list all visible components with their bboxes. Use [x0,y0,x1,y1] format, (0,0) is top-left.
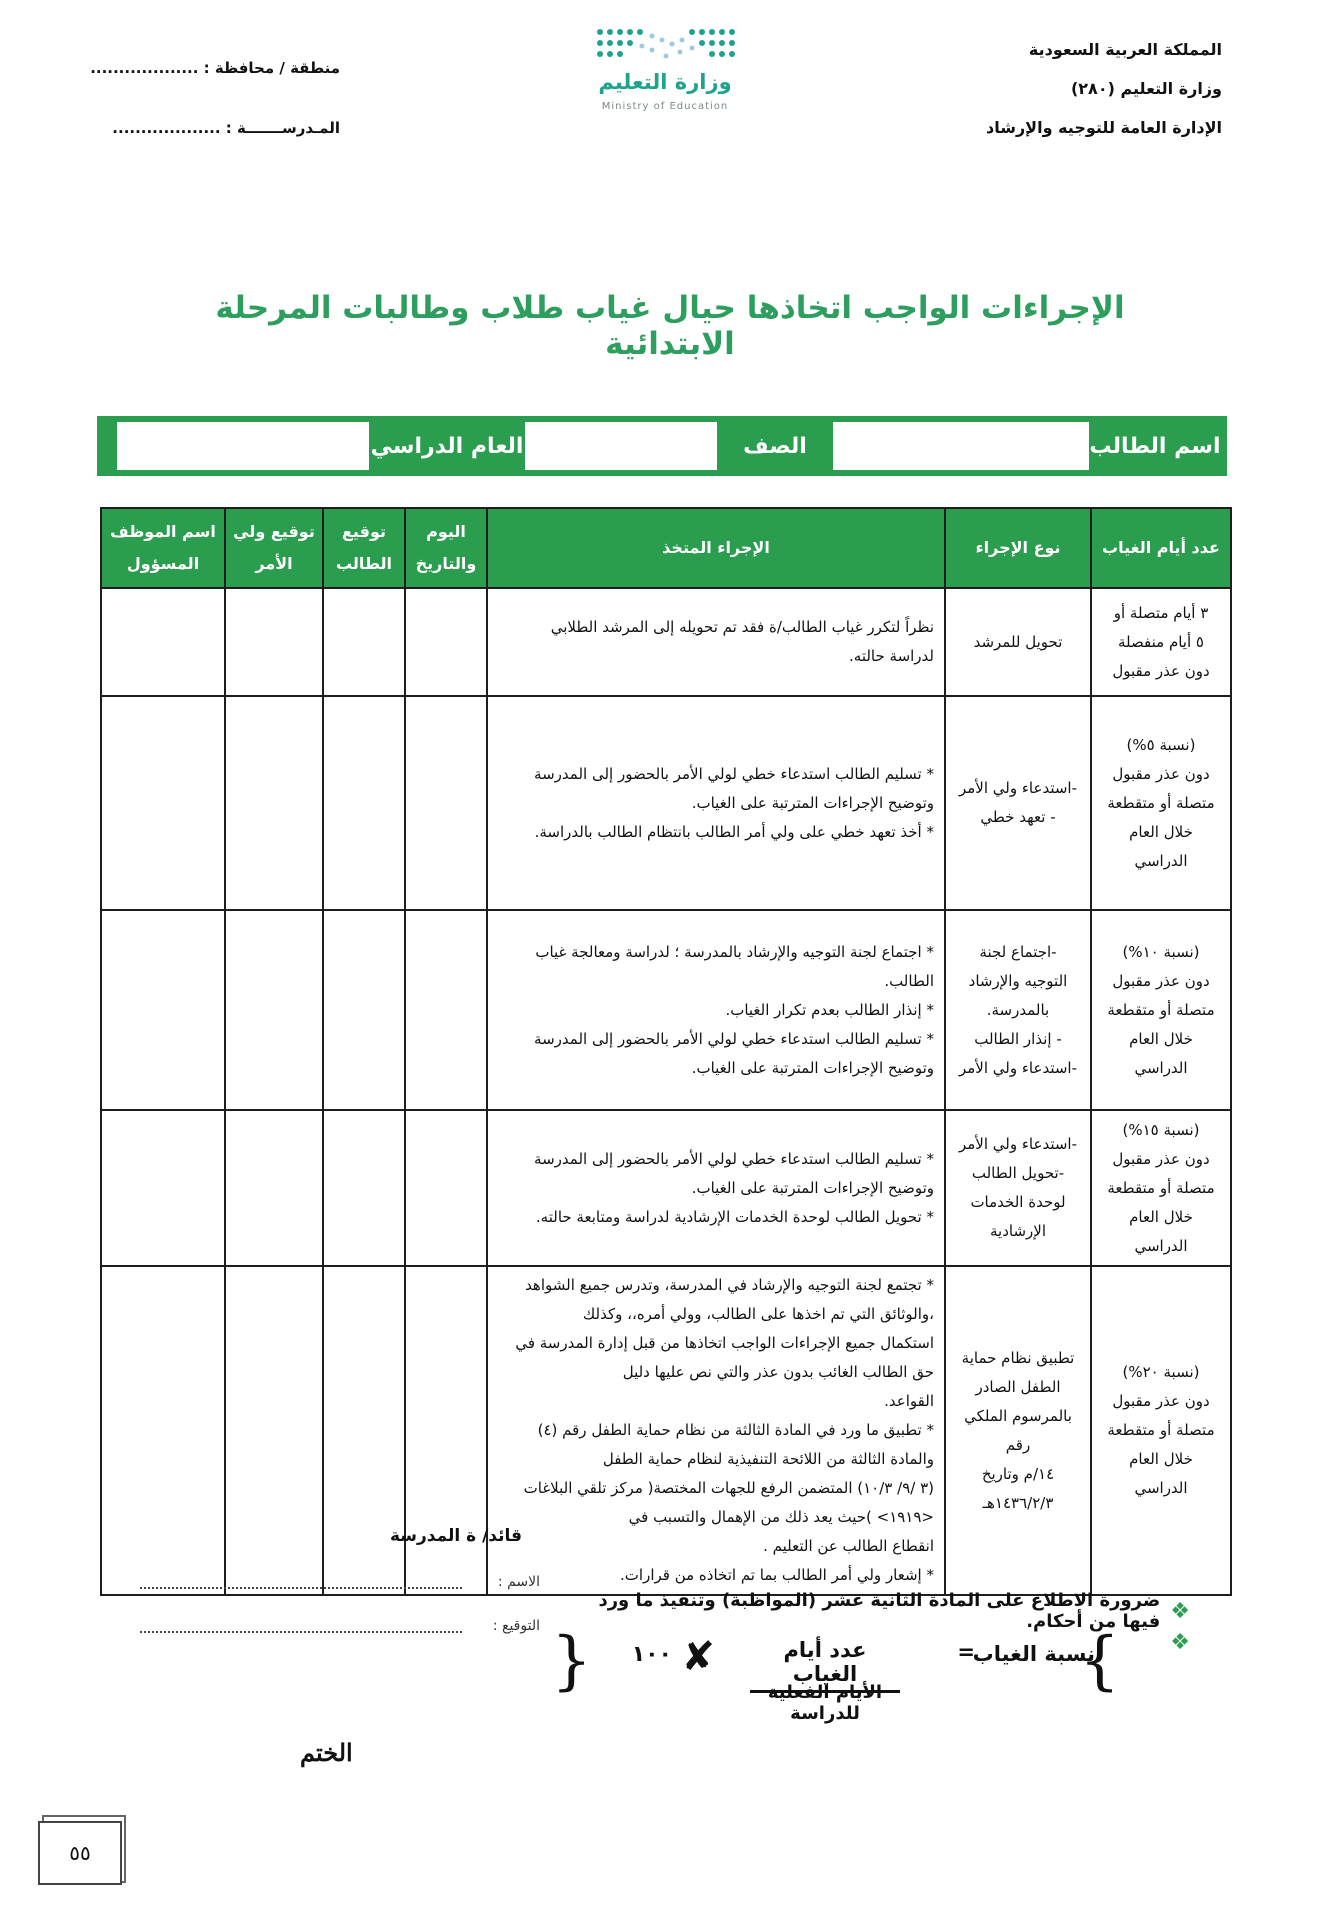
sign-field[interactable] [140,1619,462,1633]
header-student-signature: توقيع الطالب [323,508,405,588]
absence-days-cell-line: متصلة أو متقطعة [1107,1421,1215,1439]
official-name-cell[interactable] [101,910,225,1110]
absence-days-cell [1091,910,1231,1110]
absence-days-cell-line: ٣ أيام متصلة أو [1113,603,1209,622]
ministry-name: وزارة التعليم (٢٨٠) [1070,79,1222,98]
header-guardian-signature: توقيع ولي الأمر [225,508,323,588]
action-type-cell [945,1266,1091,1595]
absence-days-cell-line: الدراسي [1134,1058,1188,1077]
page-number: ٥٥ [38,1821,122,1885]
absence-days-cell-line: دون عذر مقبول [1112,764,1210,783]
absence-days-cell-line: دون عذر مقبول [1112,971,1210,990]
action-taken-cell-line: انقطاع الطالب عن التعليم . [763,1537,934,1555]
guardian-signature-cell[interactable] [225,910,323,1110]
action-taken-cell-line: وتوضيح الإجراءات المترتبة على الغياب. [691,1178,934,1197]
country-name: المملكة العربية السعودية [1028,40,1222,59]
ministry-logo [590,26,740,116]
action-type-cell-line: -استدعاء ولي الأمر [958,1135,1077,1153]
diamond-bullet-icon: ❖ [1170,1598,1190,1624]
action-taken-cell-line: نظراً لتكرر غياب الطالب/ة فقد تم تحويله إلى المرشد الطلابي [550,618,934,636]
action-type-cell [945,910,1091,1110]
action-type-cell-line: تحويل للمرشد [973,632,1063,651]
stamp-label: الختم [300,1738,353,1767]
absence-days-cell-line: (نسبة ١٥%) [1122,1120,1200,1139]
table-row [101,910,1231,1110]
action-taken-cell-line: وتوضيح الإجراءات المترتبة على الغياب. [691,1058,934,1077]
action-type-cell-line: التوجيه والإرشاد [968,971,1068,990]
action-taken-cell-line: * اجتماع لجنة التوجيه والإرشاد بالمدرسة ؛ لدراسة ومعالجة غياب [535,942,934,961]
formula-equals: = [957,1640,975,1664]
date-cell[interactable] [405,910,487,1110]
absence-days-cell-line: متصلة أو متقطعة [1107,793,1215,812]
action-type-cell-line: -استدعاء ولي الأمر [958,1058,1077,1077]
table-header-row [101,508,1231,588]
action-taken-cell [487,696,945,910]
action-type-cell-line: ١٤/م وتاريخ [981,1464,1055,1483]
action-taken-cell-line: الطالب. [884,971,934,990]
page-number-box [38,1815,128,1887]
diamond-bullet-icon: ❖ [1170,1630,1190,1655]
action-type-cell [945,696,1091,910]
date-cell[interactable] [405,588,487,696]
action-taken-cell-line: وتوضيح الإجراءات المترتبة على الغياب. [691,793,934,812]
action-type-cell-line: - إنذار الطالب [974,1029,1062,1048]
name-row [140,1574,540,1590]
action-type-cell-line: الطفل الصادر [975,1377,1061,1396]
action-type-cell [945,588,1091,696]
student-name-field[interactable] [833,422,1089,470]
table-row [101,1110,1231,1266]
formula-label: نسبة الغياب [972,1642,1095,1666]
formula-brace-close: } [1079,1624,1120,1698]
absence-days-cell-line: ٥ أيام منفصلة [1118,632,1204,651]
school-info [60,38,340,158]
action-type-cell-line: بالمرسوم الملكي رقم [964,1406,1072,1454]
school-leader-label: قائد/ ة المدرسة [389,1526,522,1546]
student-signature-cell[interactable] [323,696,405,910]
action-taken-cell-line: * إشعار ولي أمر الطالب بما تم اتخاذه من قرارات. [620,1566,934,1584]
action-type-cell-line: - تعهد خطي [980,808,1056,826]
absence-days-cell-line: (نسبة ٥%) [1126,735,1196,754]
name-label: الاسم : [497,1574,540,1590]
absence-days-cell-line: متصلة أو متقطعة [1107,1000,1215,1019]
action-type-cell-line: الإرشادية [989,1222,1046,1240]
formula-hundred: ١٠٠ [631,1642,672,1667]
absence-days-cell-line: دون عذر مقبول [1112,661,1210,680]
header-action: الإجراء المتخذ [487,508,945,588]
note-text: ضرورة الاطلاع على المادة الثانية عشر (المواظبة) وتنفيذ ما ورد فيها من أحكام. [598,1590,1161,1632]
action-taken-cell-line: استكمال جميع الإجراءات الواجب اتخاذها من قبل إدارة المدرسة في حق الطالب الغائب بدون عذر والتي نص عليها دليل [515,1334,934,1381]
action-taken-cell-line: * تجتمع لجنة التوجيه والإرشاد في المدرسة، وتدرس جميع الشواهد ،والوثائق التي تم اخذها على الطالب، وولي أمره،، وكذلك [525,1276,934,1323]
action-type-cell-line: تطبيق نظام حماية [961,1348,1075,1367]
absence-days-cell-line: خلال العام [1129,822,1193,841]
action-taken-cell-line: * تسليم الطالب استدعاء خطي لولي الأمر بالحضور إلى المدرسة [534,1149,934,1168]
action-type-cell-line: -اجتماع لجنة [979,942,1057,961]
absence-days-cell-line: الدراسي [1134,1236,1188,1255]
official-name-cell[interactable] [101,1110,225,1266]
sign-row [140,1618,540,1634]
header-days: عدد أيام الغياب [1091,508,1231,588]
action-type-cell-line: -تحويل الطالب [971,1164,1065,1182]
absence-days-cell [1091,1266,1231,1595]
ministry-header [862,30,1222,147]
absence-formula [551,1624,1190,1724]
action-type-cell-line: بالمدرسة. [986,1000,1050,1019]
action-taken-cell-line: * إنذار الطالب بعدم تكرار الغياب. [725,1000,934,1019]
official-name-cell[interactable] [101,696,225,910]
action-taken-cell-line: القواعد. [884,1392,934,1410]
action-taken-cell-line: * تحويل الطالب لوحدة الخدمات الإرشادية لدراسة ومتابعة حالته. [535,1207,934,1226]
date-cell[interactable] [405,696,487,910]
absence-days-cell-line: (نسبة ١٠%) [1122,942,1200,961]
absence-days-cell-line: الدراسي [1134,851,1188,870]
action-type-cell-line: -استدعاء ولي الأمر [958,779,1077,797]
absence-days-cell-line: خلال العام [1129,1029,1193,1048]
name-field[interactable] [140,1575,462,1589]
absence-actions-table [100,507,1232,1596]
action-type-cell-line: لوحدة الخدمات [970,1193,1066,1211]
action-taken-cell-line: * تسليم الطالب استدعاء خطي لولي الأمر بالحضور إلى المدرسة [534,1029,934,1048]
guardian-signature-cell[interactable] [225,588,323,696]
guardian-signature-cell[interactable] [225,1110,323,1266]
action-type-cell [945,1110,1091,1266]
header-date: اليوم والتاريخ [405,508,487,588]
grade-label: الصف [743,433,807,459]
guardian-signature-cell[interactable] [225,696,323,910]
multiply-icon: ✘ [681,1634,715,1680]
logo-arabic-text: وزارة التعليم [598,70,732,94]
grade-field[interactable] [525,422,717,470]
page-title: الإجراءات الواجب اتخاذها حيال غياب طلاب وطالبات المرحلة الابتدائية [215,290,1125,362]
absence-days-cell-line: متصلة أو متقطعة [1107,1178,1215,1197]
action-taken-cell [487,588,945,696]
header-official: اسم الموظف المسؤول [101,508,225,588]
header-type: نوع الإجراء [945,508,1091,588]
absence-days-cell [1091,588,1231,696]
absence-days-cell-line: خلال العام [1129,1450,1193,1468]
formula-numerator: عدد أيام الغياب [750,1638,900,1693]
absence-days-cell [1091,1110,1231,1266]
student-signature-cell[interactable] [323,1110,405,1266]
action-taken-cell-line: * أخذ تعهد خطي على ولي أمر الطالب بانتظام الطالب بالدراسة. [534,822,934,841]
signature-block [140,1526,540,1634]
action-taken-cell [487,1110,945,1266]
formula-brace-open: { [551,1624,592,1698]
absence-days-cell-line: (نسبة ٢٠%) [1122,1363,1200,1381]
action-taken-cell-line: (٣ /٩/ ١٠/٣) المتضمن الرفع للجهات المختصة( مركز تلقي البلاغات <١٩١٩> )حيث يعد ذلك من الإهمال والتسبب في [523,1479,934,1526]
student-info-bar [97,416,1227,476]
absence-days-cell-line: الدراسي [1134,1479,1188,1497]
region-field: منطقة / محافظة : ................... [90,59,340,77]
sign-label: التوقيع : [492,1618,540,1634]
action-taken-cell-line: * تسليم الطالب استدعاء خطي لولي الأمر بالحضور إلى المدرسة [534,764,934,783]
absence-days-cell [1091,696,1231,910]
academic-year-label: العام الدراسي [370,433,524,459]
action-taken-cell-line: لدراسة حالته. [849,647,934,665]
action-taken-cell-line: * تطبيق ما ورد في المادة الثالثة من نظام حماية الطفل رقم (٤) والمادة الثالثة من اللائحة التنفيذية لنظام حماية الطفل [537,1421,934,1468]
logo-english-text: Ministry of Education [601,101,729,112]
action-taken-cell [487,1266,945,1595]
table-row [101,588,1231,696]
table-row [101,696,1231,910]
official-name-cell[interactable] [101,588,225,696]
student-name-label: اسم الطالب [1089,433,1221,459]
action-taken-cell [487,910,945,1110]
academic-year-field[interactable] [117,422,369,470]
logo-dots-icon [596,26,736,66]
action-type-cell-line: ١٤٣٦/٢/٣هـ [982,1493,1054,1512]
absence-days-cell-line: خلال العام [1129,1207,1193,1226]
student-signature-cell[interactable] [323,588,405,696]
absence-days-cell-line: دون عذر مقبول [1112,1392,1210,1410]
department-name: الإدارة العامة للتوجيه والإرشاد [986,118,1222,137]
formula-denominator: الأيام الفعلية للدراسة [767,1682,883,1724]
absence-days-cell-line: دون عذر مقبول [1112,1149,1210,1168]
school-field: المـدرســـــــة : ................... [112,119,340,137]
student-signature-cell[interactable] [323,910,405,1110]
date-cell[interactable] [405,1110,487,1266]
